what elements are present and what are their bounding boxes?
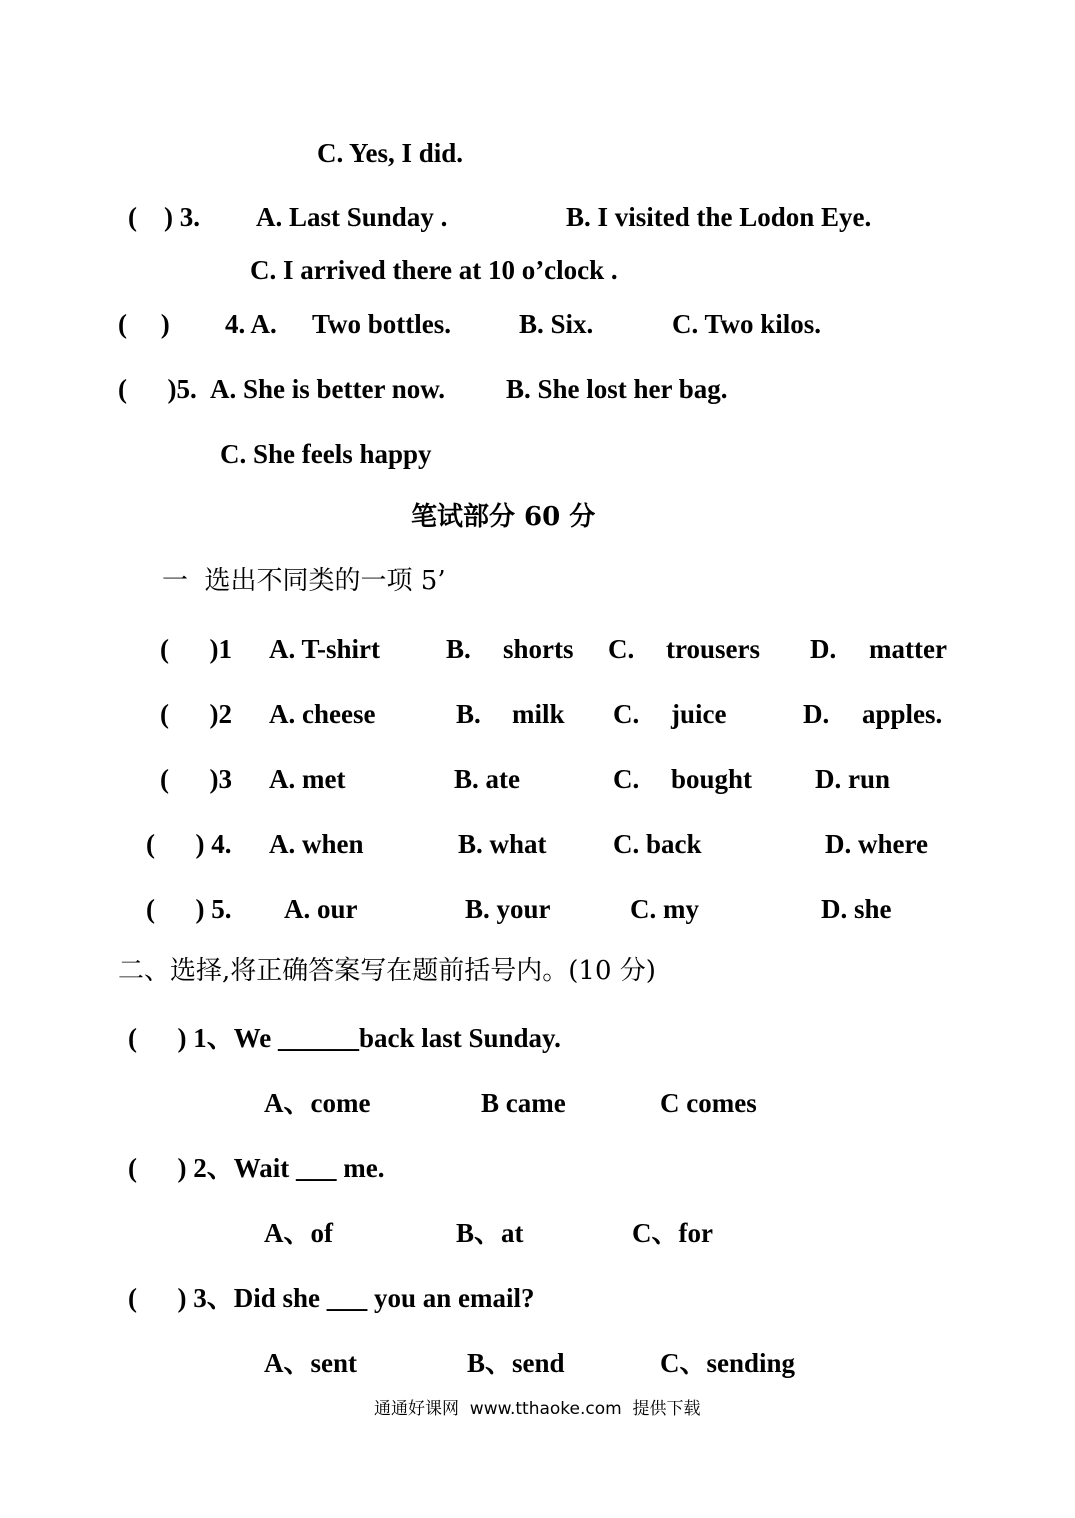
section1-row5-option-d: D. she <box>821 894 892 924</box>
section1-title: 一 选出不同类的一项 5’ <box>162 566 446 596</box>
section1-row1-option-b: shorts <box>503 634 574 664</box>
written-part-title: 笔试部分 60 分 <box>411 502 596 532</box>
section1-row1-b-letter: B. <box>446 634 471 664</box>
section1-row2-b-letter: B. <box>456 699 481 729</box>
section1-row3-option-a: A. met <box>269 764 346 794</box>
listening-q4-option-a: Two bottles. <box>312 309 451 339</box>
section1-row4-option-a: A. when <box>269 829 364 859</box>
section1-row4-option-c: C. back <box>613 829 702 859</box>
section1-row2-option-c: juice <box>671 699 727 729</box>
listening-q5-option-c: C. She feels happy <box>220 439 432 469</box>
section1-row3-option-d: D. run <box>815 764 891 794</box>
section2-title: 二、选择,将正确答案写在题前括号内。(10 分) <box>118 956 656 986</box>
section2-q2-option-c: C、for <box>632 1218 713 1248</box>
listening-q4-option-c: C. Two kilos. <box>672 309 822 339</box>
section1-row2-c-letter: C. <box>613 699 640 729</box>
section1-row1-number: ( )1 <box>160 634 232 664</box>
listening-q3-option-c: C. I arrived there at 10 o’clock . <box>250 255 618 285</box>
section2-q2-option-a: A、of <box>264 1218 333 1248</box>
section2-q3-stem: ( ) 3、Did she ___ you an email? <box>128 1283 535 1313</box>
section1-row1-c-letter: C. <box>608 634 635 664</box>
section1-row1-option-a: A. T-shirt <box>269 634 381 664</box>
listening-q3-option-a: A. Last Sunday . <box>256 202 448 232</box>
section1-row5-option-c: C. my <box>630 894 699 924</box>
section2-q1-option-b: B came <box>481 1088 566 1118</box>
section2-q3-option-a: A、sent <box>264 1348 357 1378</box>
listening-q4-number: 4. A. <box>225 309 277 339</box>
section1-row5-number: ( ) 5. <box>146 894 232 924</box>
listening-q3-option-b: B. I visited the Lodon Eye. <box>566 202 872 232</box>
listening-q4-bracket: ( ) <box>118 309 170 339</box>
section2-q1-option-a: A、come <box>264 1088 371 1118</box>
listening-q5-option-b: B. She lost her bag. <box>506 374 728 404</box>
listening-q5-option-a: A. She is better now. <box>210 374 446 404</box>
section1-row4-option-b: B. what <box>458 829 547 859</box>
footer-watermark: 通通好课网 www.tthaoke.com 提供下载 <box>374 1399 701 1419</box>
section1-row5-option-a: A. our <box>284 894 358 924</box>
section2-q1-option-c: C comes <box>660 1088 757 1118</box>
section2-q1-stem: ( ) 1、We ______back last Sunday. <box>128 1023 561 1053</box>
section2-q3-option-b: B、send <box>467 1348 565 1378</box>
section1-row2-option-d: apples. <box>862 699 943 729</box>
section1-row1-option-c: trousers <box>666 634 760 664</box>
section2-q2-stem: ( ) 2、Wait ___ me. <box>128 1153 385 1183</box>
section1-row4-number: ( ) 4. <box>146 829 232 859</box>
section1-row3-option-c: bought <box>671 764 753 794</box>
section1-row3-number: ( )3 <box>160 764 232 794</box>
listening-q4-option-b: B. Six. <box>519 309 594 339</box>
section1-row2-number: ( )2 <box>160 699 232 729</box>
section1-row2-option-a: A. cheese <box>269 699 376 729</box>
section1-row3-c-letter: C. <box>613 764 640 794</box>
section1-row3-option-b: B. ate <box>454 764 520 794</box>
section1-row2-option-b: milk <box>512 699 565 729</box>
section1-row5-option-b: B. your <box>465 894 551 924</box>
section2-q3-option-c: C、sending <box>660 1348 796 1378</box>
listening-q2-option-c: C. Yes, I did. <box>317 138 464 168</box>
section1-row1-option-d: matter <box>869 634 947 664</box>
section1-row4-option-d: D. where <box>825 829 928 859</box>
listening-q5-bracket: ( )5. <box>118 374 197 404</box>
section1-row2-d-letter: D. <box>803 699 830 729</box>
section2-q2-option-b: B、at <box>456 1218 524 1248</box>
listening-q3-bracket: ( ) 3. <box>128 202 200 232</box>
section1-row1-d-letter: D. <box>810 634 837 664</box>
